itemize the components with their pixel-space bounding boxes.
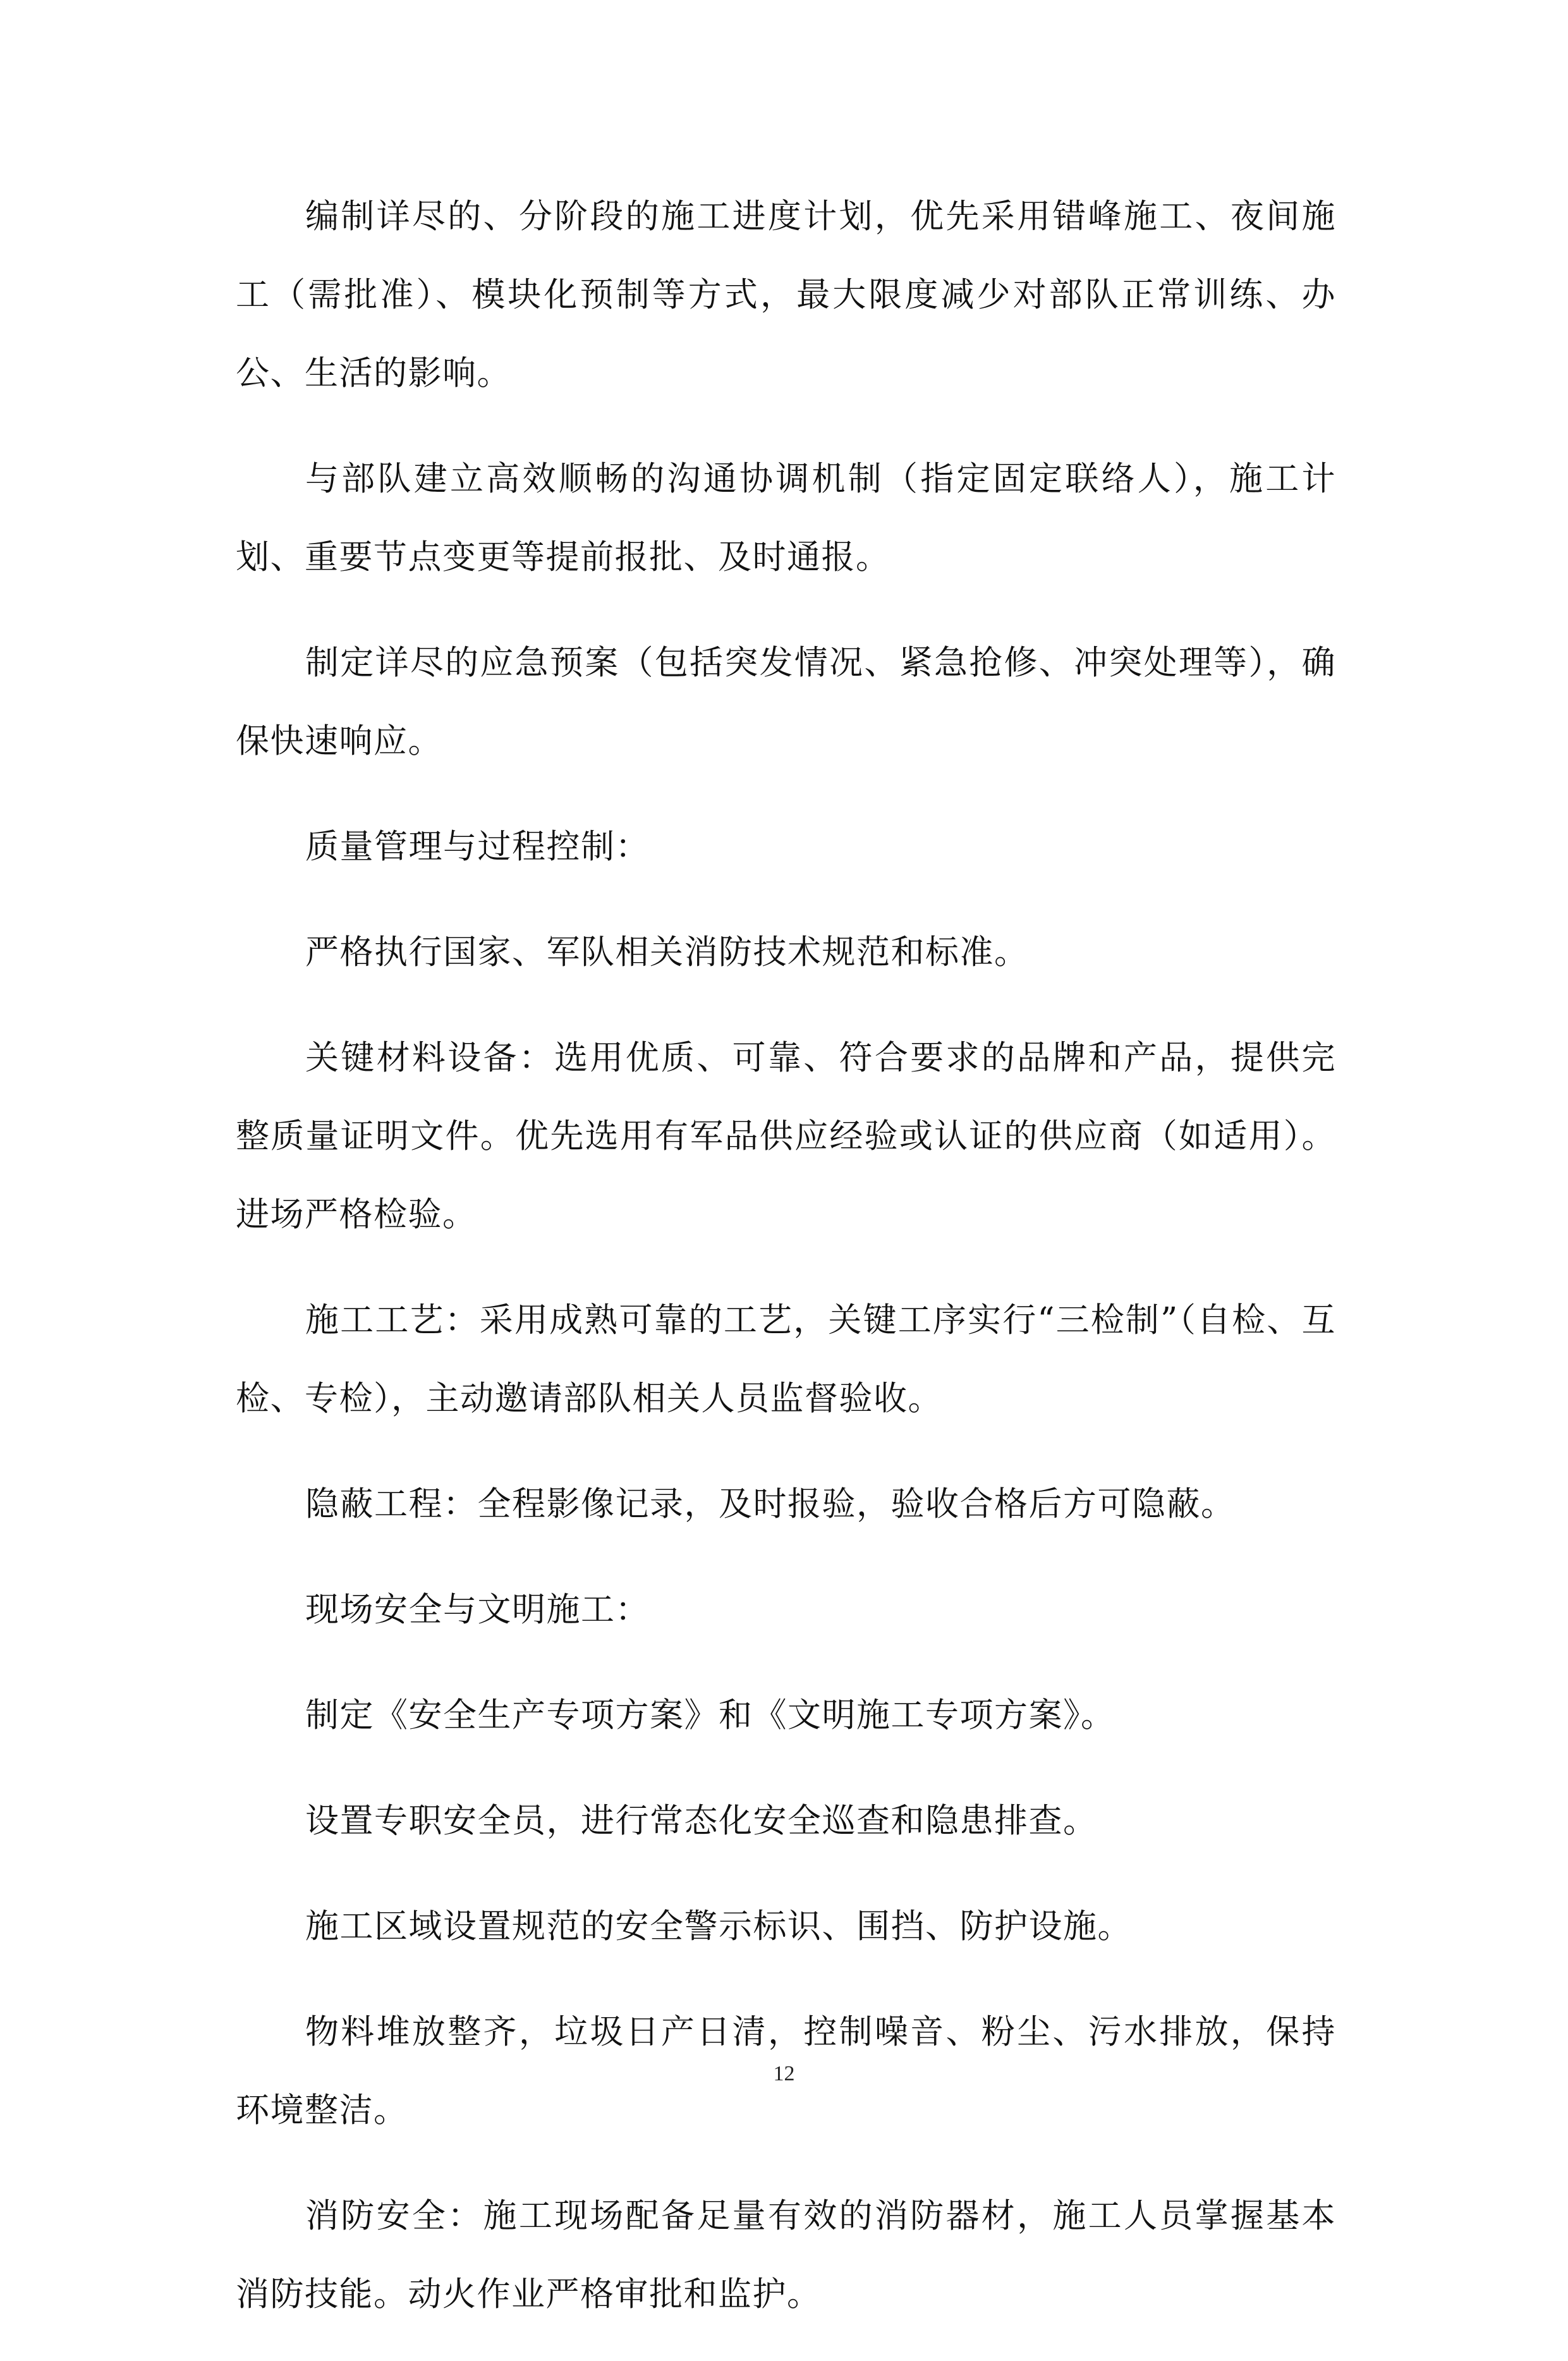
heading-quality-management: 质量管理与过程控制：	[305, 827, 650, 866]
heading-site-safety: 现场安全与文明施工：	[305, 1590, 650, 1629]
paragraph-schedule-plan: 编制详尽的、分阶段的施工进度计划，优先采用错峰施工、夜间施工（需批准）、模块化预制等方式，最大限度减少对部队正常训练、办公、生活的影响。	[236, 197, 1336, 393]
paragraph-safety-officer: 设置专职安全员，进行常态化安全巡查和隐患排查。	[305, 1802, 1098, 1840]
paragraph-safety-plans: 制定《安全生产专项方案》和《文明施工专项方案》。	[305, 1696, 1115, 1735]
document-body	[236, 178, 1336, 2361]
paragraph-emergency-plan: 制定详尽的应急预案（包括突发情况、紧急抢修、冲突处理等），确保快速响应。	[236, 644, 1336, 760]
paragraph-concealed-works: 隐蔽工程：全程影像记录，及时报验，验收合格后方可隐蔽。	[305, 1485, 1236, 1523]
paragraph-warning-signs: 施工区域设置规范的安全警示标识、围挡、防护设施。	[305, 1907, 1132, 1946]
paragraph-key-materials: 关键材料设备：选用优质、可靠、符合要求的品牌和产品，提供完整质量证明文件。优先选用有军品供应经验或认证的供应商（如适用）。进场严格检验。	[236, 1039, 1336, 1234]
paragraph-fire-safety: 消防安全：施工现场配备足量有效的消防器材，施工人员掌握基本消防技能。动火作业严格审批和监护。	[236, 2197, 1336, 2314]
page-number: 12	[773, 2062, 795, 2085]
paragraph-coordination: 与部队建立高效顺畅的沟通协调机制（指定固定联络人），施工计划、重要节点变更等提前报批、及时通报。	[236, 460, 1336, 577]
paragraph-construction-process: 施工工艺：采用成熟可靠的工艺，关键工序实行“三检制”（自检、互检、专检），主动邀请部队相关人员监督验收。	[236, 1301, 1336, 1418]
paragraph-site-cleanliness: 物料堆放整齐，垃圾日产日清，控制噪音、粉尘、污水排放，保持环境整洁。	[236, 2013, 1336, 2130]
paragraph-standards: 严格执行国家、军队相关消防技术规范和标准。	[305, 933, 1029, 972]
